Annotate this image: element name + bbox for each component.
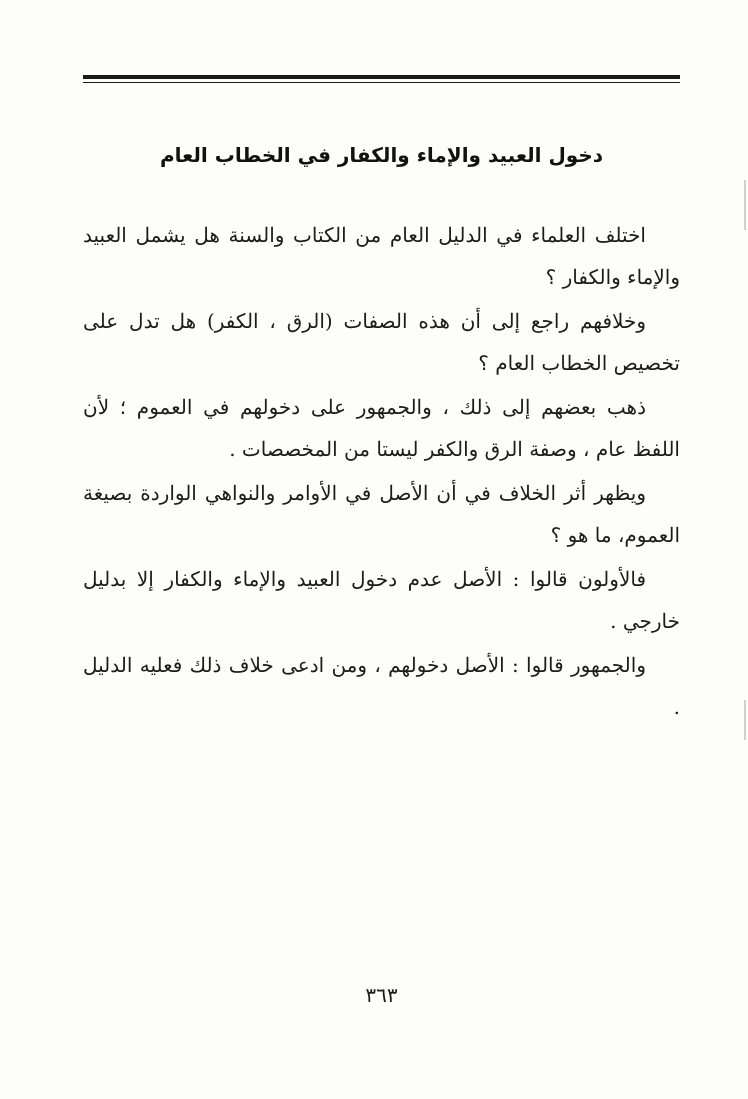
header-rule-thick — [83, 75, 680, 79]
paragraph: اختلف العلماء في الدليل العام من الكتاب والسنة هل يشمل العبيد والإماء والكفار ؟ — [83, 223, 680, 289]
body-text — [83, 214, 680, 730]
paragraph: والجمهور قالوا : الأصل دخولهم ، ومن ادعى خلاف ذلك فعليه الدليل . — [83, 653, 680, 719]
paragraph: ذهب بعضهم إلى ذلك ، والجمهور على دخولهم في العموم ؛ لأن اللفظ عام ، وصفة الرق والكفر ليستا من المخصصات . — [83, 395, 680, 461]
header-rule-thin — [83, 82, 680, 83]
paragraph: فالأولون قالوا : الأصل عدم دخول العبيد والإماء والكفار إلا بدليل خارجي . — [83, 567, 680, 633]
paragraph: ويظهر أثر الخلاف في أن الأصل في الأوامر والنواهي الواردة بصيغة العموم، ما هو ؟ — [83, 481, 680, 547]
page-number: ٣٦٣ — [365, 983, 398, 1007]
scan-edge-mark — [744, 700, 746, 740]
paragraph: وخلافهم راجع إلى أن هذه الصفات (الرق ، الكفر) هل تدل على تخصيص الخطاب العام ؟ — [83, 309, 680, 375]
section-title: دخول العبيد والإماء والكفار في الخطاب العام — [159, 143, 604, 168]
scan-edge-mark — [744, 180, 746, 230]
